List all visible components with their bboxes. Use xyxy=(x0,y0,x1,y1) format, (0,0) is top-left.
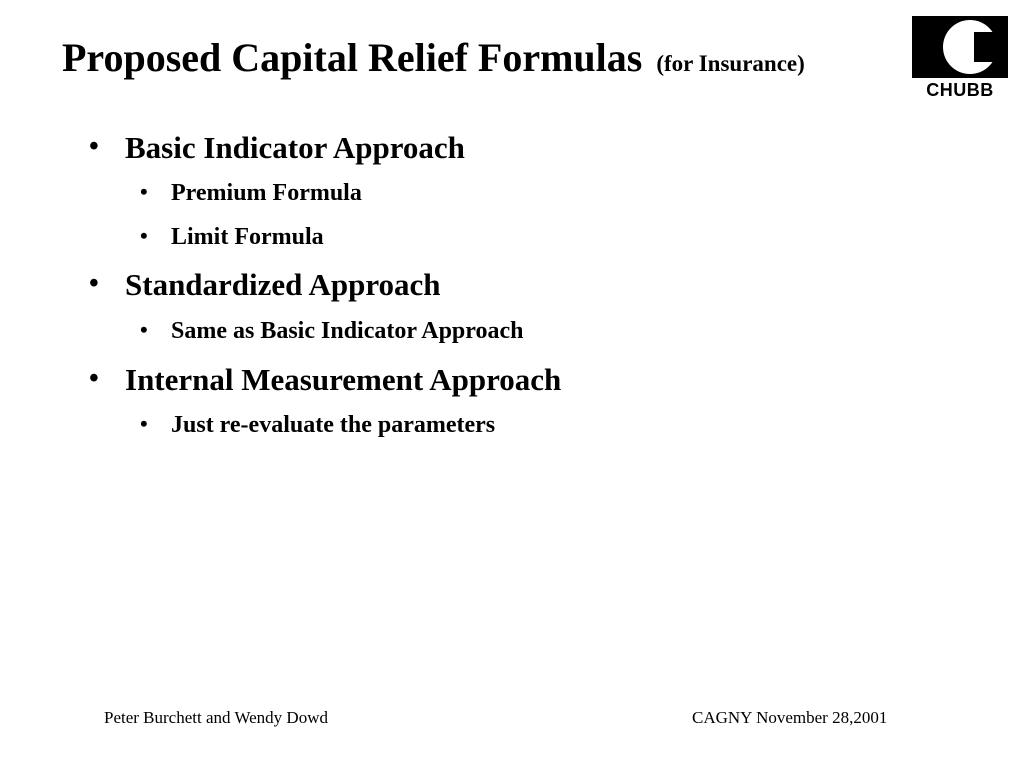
bullet-marker: • xyxy=(89,268,99,299)
sub-bullet-label: Same as Basic Indicator Approach xyxy=(171,318,524,344)
bullet-label: Internal Measurement Approach xyxy=(125,362,562,397)
sub-bullet-marker: • xyxy=(140,179,148,204)
slide-title-main: Proposed Capital Relief Formulas xyxy=(62,35,643,80)
bullet-label: Standardized Approach xyxy=(125,267,441,302)
sub-bullet-marker: • xyxy=(140,223,148,248)
sub-bullet-label: Premium Formula xyxy=(171,180,362,206)
slide-title-note: (for Insurance) xyxy=(656,51,805,76)
footer-event: CAGNY November 28,2001 xyxy=(692,708,888,727)
sub-bullet-marker: • xyxy=(140,411,148,436)
footer-authors: Peter Burchett and Wendy Dowd xyxy=(104,708,328,727)
bullet-marker: • xyxy=(89,363,99,394)
bullet-label: Basic Indicator Approach xyxy=(125,130,465,165)
sub-bullet-label: Just re-evaluate the parameters xyxy=(171,412,496,438)
sub-bullet-marker: • xyxy=(140,317,148,342)
sub-bullet-label: Limit Formula xyxy=(171,224,324,250)
bullet-marker: • xyxy=(89,131,99,162)
chubb-logo-wordmark: CHUBB xyxy=(926,80,994,98)
